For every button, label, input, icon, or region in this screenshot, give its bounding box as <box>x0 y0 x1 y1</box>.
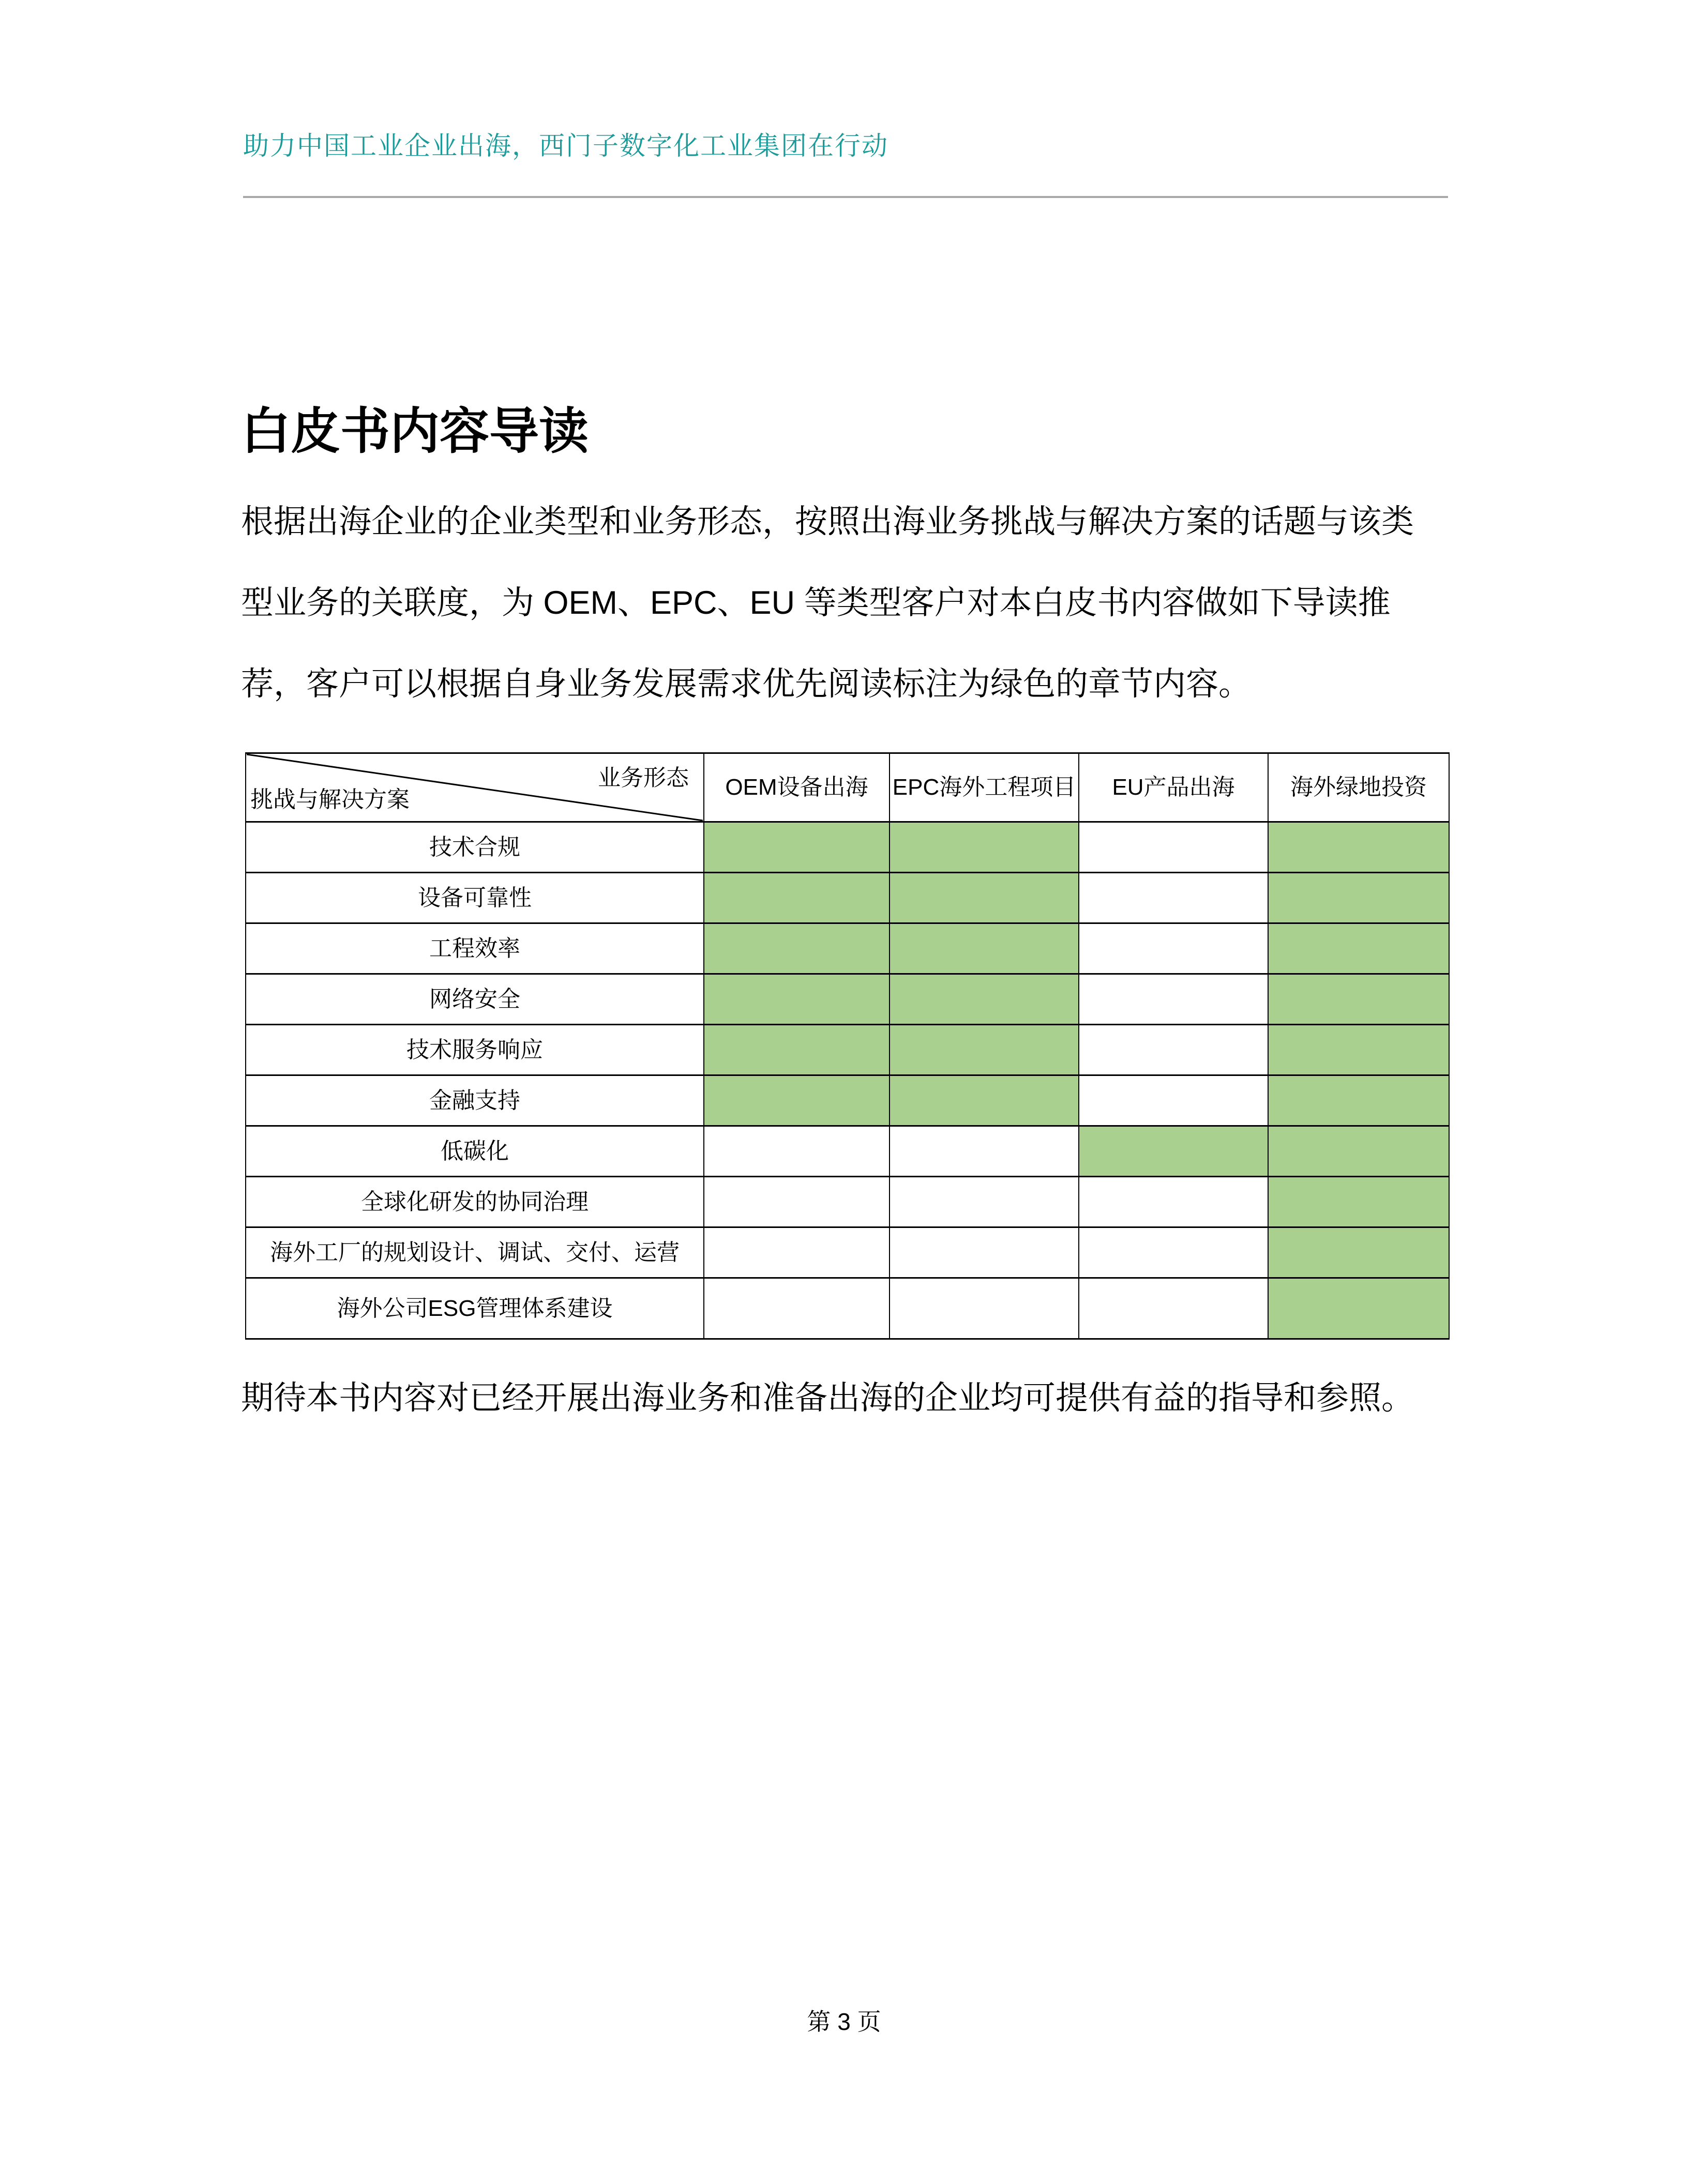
matrix-cell <box>1079 974 1268 1025</box>
matrix-cell-highlighted <box>1268 923 1449 974</box>
corner-column-axis-label: 业务形态 <box>598 765 689 791</box>
matrix-cell-highlighted <box>1268 822 1449 873</box>
matrix-cell-highlighted <box>890 873 1079 923</box>
matrix-cell <box>704 1227 890 1278</box>
matrix-cell <box>1079 1278 1268 1339</box>
matrix-cell-highlighted <box>1079 1126 1268 1177</box>
closing-paragraph: 期待本书内容对已经开展出海业务和准备出海的企业均可提供有益的指导和参照。 <box>241 1380 1414 1416</box>
matrix-cell-highlighted <box>1268 1126 1449 1177</box>
matrix-cell-highlighted <box>704 822 890 873</box>
matrix-cell-highlighted <box>890 1075 1079 1126</box>
header-divider <box>243 196 1448 198</box>
readers-guide-table-wrap <box>245 752 1450 1340</box>
matrix-cell-highlighted <box>890 974 1079 1025</box>
row-label: 网络安全 <box>246 974 704 1025</box>
matrix-cell <box>704 1278 890 1339</box>
matrix-cell-highlighted <box>1268 873 1449 923</box>
matrix-cell-highlighted <box>704 873 890 923</box>
matrix-cell <box>1079 923 1268 974</box>
column-header: OEM设备出海 <box>704 753 890 822</box>
matrix-cell <box>1079 1227 1268 1278</box>
matrix-cell <box>704 1177 890 1227</box>
intro-line: 荐，客户可以根据自身业务发展需求优先阅读标注为绿色的章节内容。 <box>241 666 1251 702</box>
matrix-cell <box>1079 822 1268 873</box>
matrix-cell <box>1079 1177 1268 1227</box>
corner-row-axis-label: 挑战与解决方案 <box>250 787 410 812</box>
row-label: 海外公司ESG管理体系建设 <box>246 1278 704 1339</box>
row-label: 工程效率 <box>246 923 704 974</box>
column-header: EU产品出海 <box>1079 753 1268 822</box>
matrix-cell-highlighted <box>1268 1227 1449 1278</box>
matrix-cell <box>1079 1025 1268 1075</box>
matrix-cell <box>1079 873 1268 923</box>
matrix-cell-highlighted <box>1268 1177 1449 1227</box>
readers-guide-table-body <box>246 753 1449 1339</box>
matrix-cell-highlighted <box>1268 1025 1449 1075</box>
matrix-cell-highlighted <box>890 1025 1079 1075</box>
matrix-cell-highlighted <box>890 923 1079 974</box>
intro-line: 根据出海企业的企业类型和业务形态，按照出海业务挑战与解决方案的话题与该类 <box>241 504 1414 540</box>
readers-guide-table <box>245 752 1450 1340</box>
row-label: 技术合规 <box>246 822 704 873</box>
row-label: 全球化研发的协同治理 <box>246 1177 704 1227</box>
page-header-slogan: 助力中国工业企业出海，西门子数字化工业集团在行动 <box>243 131 888 160</box>
matrix-cell-highlighted <box>704 1075 890 1126</box>
row-label: 低碳化 <box>246 1126 704 1177</box>
matrix-cell <box>704 1126 890 1177</box>
table-corner-cell <box>246 753 704 822</box>
matrix-cell-highlighted <box>704 923 890 974</box>
matrix-cell <box>890 1227 1079 1278</box>
column-header: 海外绿地投资 <box>1268 753 1449 822</box>
page-number: 第 3 页 <box>807 2008 881 2035</box>
matrix-cell-highlighted <box>704 974 890 1025</box>
intro-paragraph <box>241 481 1461 725</box>
matrix-cell-highlighted <box>1268 974 1449 1025</box>
column-header: EPC海外工程项目 <box>890 753 1079 822</box>
intro-line: 型业务的关联度，为 OEM、EPC、EU 等类型客户对本白皮书内容做如下导读推 <box>241 585 1391 621</box>
page-title: 白皮书内容导读 <box>241 404 589 460</box>
matrix-cell-highlighted <box>890 822 1079 873</box>
matrix-cell <box>1079 1075 1268 1126</box>
matrix-cell-highlighted <box>1268 1075 1449 1126</box>
row-label: 海外工厂的规划设计、调试、交付、运营 <box>246 1227 704 1278</box>
matrix-cell-highlighted <box>704 1025 890 1075</box>
matrix-cell <box>890 1177 1079 1227</box>
row-label: 设备可靠性 <box>246 873 704 923</box>
row-label: 技术服务响应 <box>246 1025 704 1075</box>
row-label: 金融支持 <box>246 1075 704 1126</box>
matrix-cell <box>890 1126 1079 1177</box>
matrix-cell-highlighted <box>1268 1278 1449 1339</box>
matrix-cell <box>890 1278 1079 1339</box>
